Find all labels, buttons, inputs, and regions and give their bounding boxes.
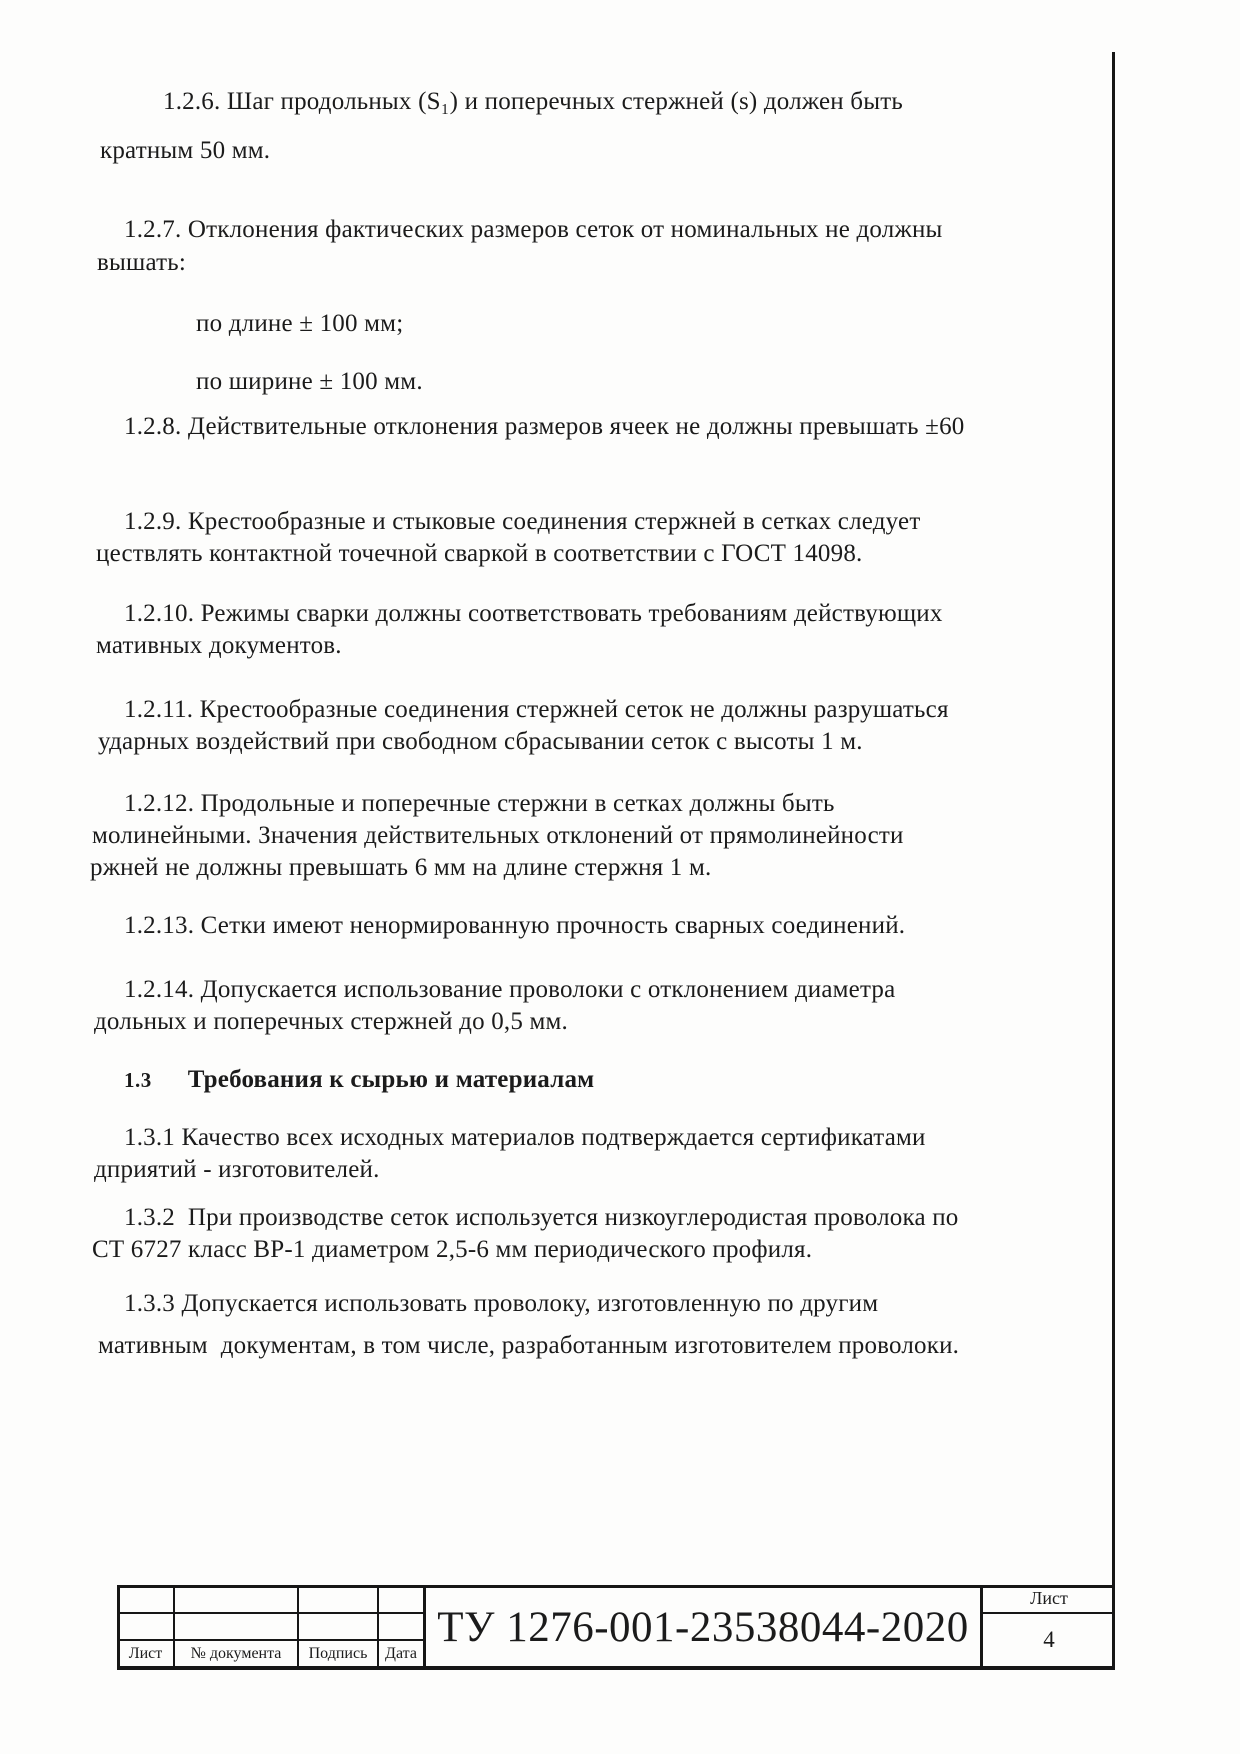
footer-col-date: Дата — [385, 1644, 417, 1662]
sheet-label: Лист — [1030, 1588, 1068, 1608]
section-heading-1-3 — [124, 1066, 594, 1094]
footer-col-docnumber: № документа — [190, 1644, 282, 1662]
paragraph-1-3-1-line-2: дприятий - изготовителей. — [94, 1156, 380, 1183]
paragraph-1-2-7-line-2: вышать: — [97, 249, 186, 276]
paragraph-1-2-6-line-2: кратным 50 мм. — [100, 137, 271, 164]
paragraph-1-3-2-line-1: 1.3.2 При производстве сеток используется низкоуглеродистая проволока по — [124, 1204, 959, 1231]
paragraph-1-2-12-line-2: молинейными. Значения действительных отклонений от прямолинейности — [92, 822, 904, 849]
paragraph-1-2-10-line-1: 1.2.10. Режимы сварки должны соответствовать требованиям действующих — [124, 600, 943, 627]
page-right-border — [1112, 52, 1115, 1668]
paragraph-1-2-11-line-2: ударных воздействий при свободном сбрасывании сеток с высоты 1 м. — [98, 728, 863, 755]
footer-col-sheet: Лист — [128, 1644, 163, 1662]
paragraph-1-3-2-line-2: СТ 6727 класс ВР-1 диаметром 2,5-6 мм периодического профиля. — [92, 1236, 813, 1263]
paragraph-1-2-7-line-1: 1.2.7. Отклонения фактических размеров сеток от номинальных не должны — [124, 216, 943, 243]
section-title: Требования к сырью и материалам — [187, 1066, 595, 1093]
section-number: 1.3 — [124, 1068, 152, 1092]
paragraph-1-2-14-line-2: дольных и поперечных стержней до 0,5 мм. — [94, 1008, 569, 1035]
paragraph-1-2-9-line-1: 1.2.9. Крестообразные и стыковые соединения стержней в сетках следует — [124, 508, 921, 535]
paragraph-1-2-8-line-1: 1.2.8. Действительные отклонения размеров ячеек не должны превышать ±60 — [124, 413, 965, 440]
paragraph-1-2-14-line-1: 1.2.14. Допускается использование проволоки с отклонением диаметра — [124, 976, 896, 1003]
sheet-number: 4 — [1043, 1627, 1055, 1652]
paragraph-1-3-1-line-1: 1.3.1 Качество всех исходных материалов подтверждается сертификатами — [124, 1124, 926, 1151]
paragraph-1-2-7-item-width: по ширине ± 100 мм. — [196, 368, 423, 395]
paragraph-1-2-12-line-1: 1.2.12. Продольные и поперечные стержни в сетках должны быть — [124, 790, 835, 817]
title-block-bottom-rule — [117, 1666, 1115, 1670]
paragraph-1-2-11-line-1: 1.2.11. Крестообразные соединения стержней сеток не должны разрушаться — [124, 696, 949, 723]
paragraph-1-2-9-line-2: цествлять контактной точечной сваркой в соответствии с ГОСТ 14098. — [96, 540, 863, 567]
paragraph-1-2-13-line-1: 1.2.13. Сетки имеют ненормированную прочность сварных соединений. — [124, 912, 906, 939]
paragraph-1-2-7-item-length: по длине ± 100 мм; — [196, 310, 404, 337]
paragraph-1-2-12-line-3: ржней не должны превышать 6 мм на длине стержня 1 м. — [90, 854, 712, 881]
footer-col-signature: Подпись — [308, 1644, 368, 1662]
doc-number: ТУ 1276-001-23538044-2020 — [437, 1603, 969, 1651]
paragraph-1-2-10-line-2: мативных документов. — [96, 632, 342, 659]
paragraph-1-3-3-line-1: 1.3.3 Допускается использовать проволоку, изготовленную по другим — [124, 1290, 879, 1317]
paragraph-1-2-6-line-1: 1.2.6. Шаг продольных (S₁) и поперечных стержней (s) должен быть — [163, 88, 903, 115]
paragraph-1-3-3-line-2: мативным документам, в том числе, разработанным изготовителем проволоки. — [98, 1332, 960, 1359]
